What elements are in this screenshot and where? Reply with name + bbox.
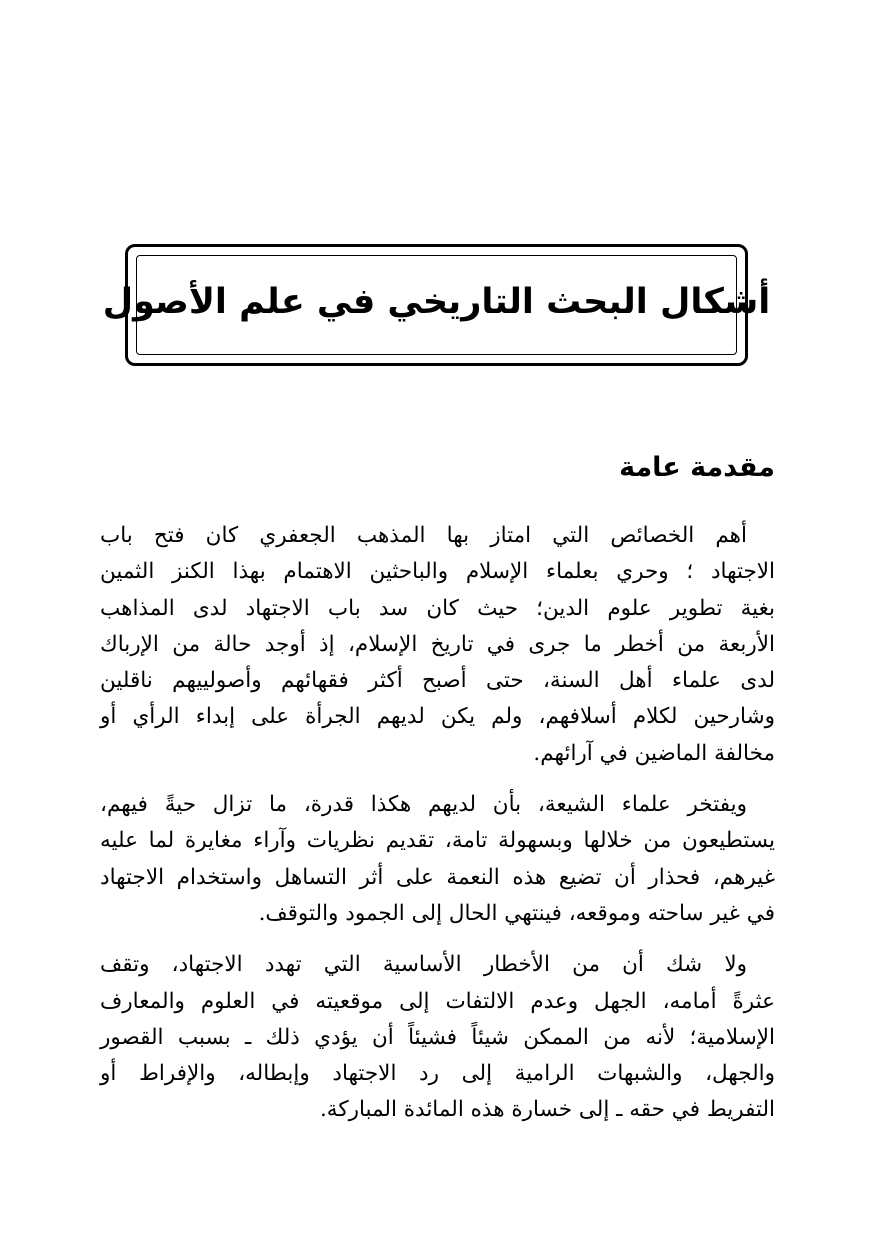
chapter-title: أشكال البحث التاريخي في علم الأصول <box>102 282 771 322</box>
text-line: ولا شك أن من الأخطار الأساسية التي تهدد الاجتهاد، وتقف <box>100 952 747 978</box>
text-line: لدى علماء أهل السنة، حتى أصبح أكثر فقهائهم وأصولييهم ناقلين <box>100 668 775 694</box>
text-line: يستطيعون من خلالها وبسهولة تامة، تقديم نظريات وآراء مغايرة لما عليه <box>100 828 775 854</box>
paragraph-2 <box>100 787 775 932</box>
text-line: الإسلامية؛ لأنه من الممكن شيئاً فشيئاً أن يؤدي ذلك ـ بسبب القصور <box>100 1024 775 1050</box>
text-line: الاجتهاد ؛ وحري بعلماء الإسلام والباحثين الاهتمام بهذا الكنز الثمين <box>100 559 775 585</box>
text-line: عثرةً أمامه، الجهل وعدم الالتفات إلى موقعيته في العلوم والمعارف <box>100 988 775 1014</box>
title-frame <box>102 244 771 366</box>
text-line: في غير ساحته وموقعه، فينتهي الحال إلى الجمود والتوقف. <box>258 900 775 926</box>
paragraph-3 <box>100 947 775 1128</box>
text-line: ويفتخر علماء الشيعة، بأن لديهم هكذا قدرة، ما تزال حيةً فيهم، <box>100 792 747 818</box>
text-line: غيرهم، فحذار أن تضيع هذه النعمة على أثر التساهل واستخدام الاجتهاد <box>100 864 775 890</box>
text-line: أهم الخصائص التي امتاز بها المذهب الجعفري كان فتح باب <box>100 523 747 548</box>
text-line: وشارحين لكلام أسلافهم، ولم يكن لديهم الجرأة على إبداء الرأي أو <box>100 704 775 730</box>
text-line: الأربعة من أخطر ما جرى في تاريخ الإسلام، إذ أوجد حالة من الإرباك <box>100 631 775 657</box>
body-text <box>100 518 775 1144</box>
title-frame-inner-border <box>102 255 771 355</box>
paragraph-1 <box>100 518 775 772</box>
text-line: والجهل، والشبهات الرامية إلى رد الاجتهاد وإبطاله، والإفراط أو <box>100 1061 775 1087</box>
text-line: مخالفة الماضين في آرائهم. <box>533 740 775 766</box>
section-heading: مقدمة عامة <box>619 452 775 483</box>
text-line: التفريط في حقه ـ إلى خسارة هذه المائدة المباركة. <box>319 1097 775 1123</box>
text-line: بغية تطوير علوم الدين؛ حيث كان سد باب الاجتهاد لدى المذاهب <box>100 595 775 621</box>
